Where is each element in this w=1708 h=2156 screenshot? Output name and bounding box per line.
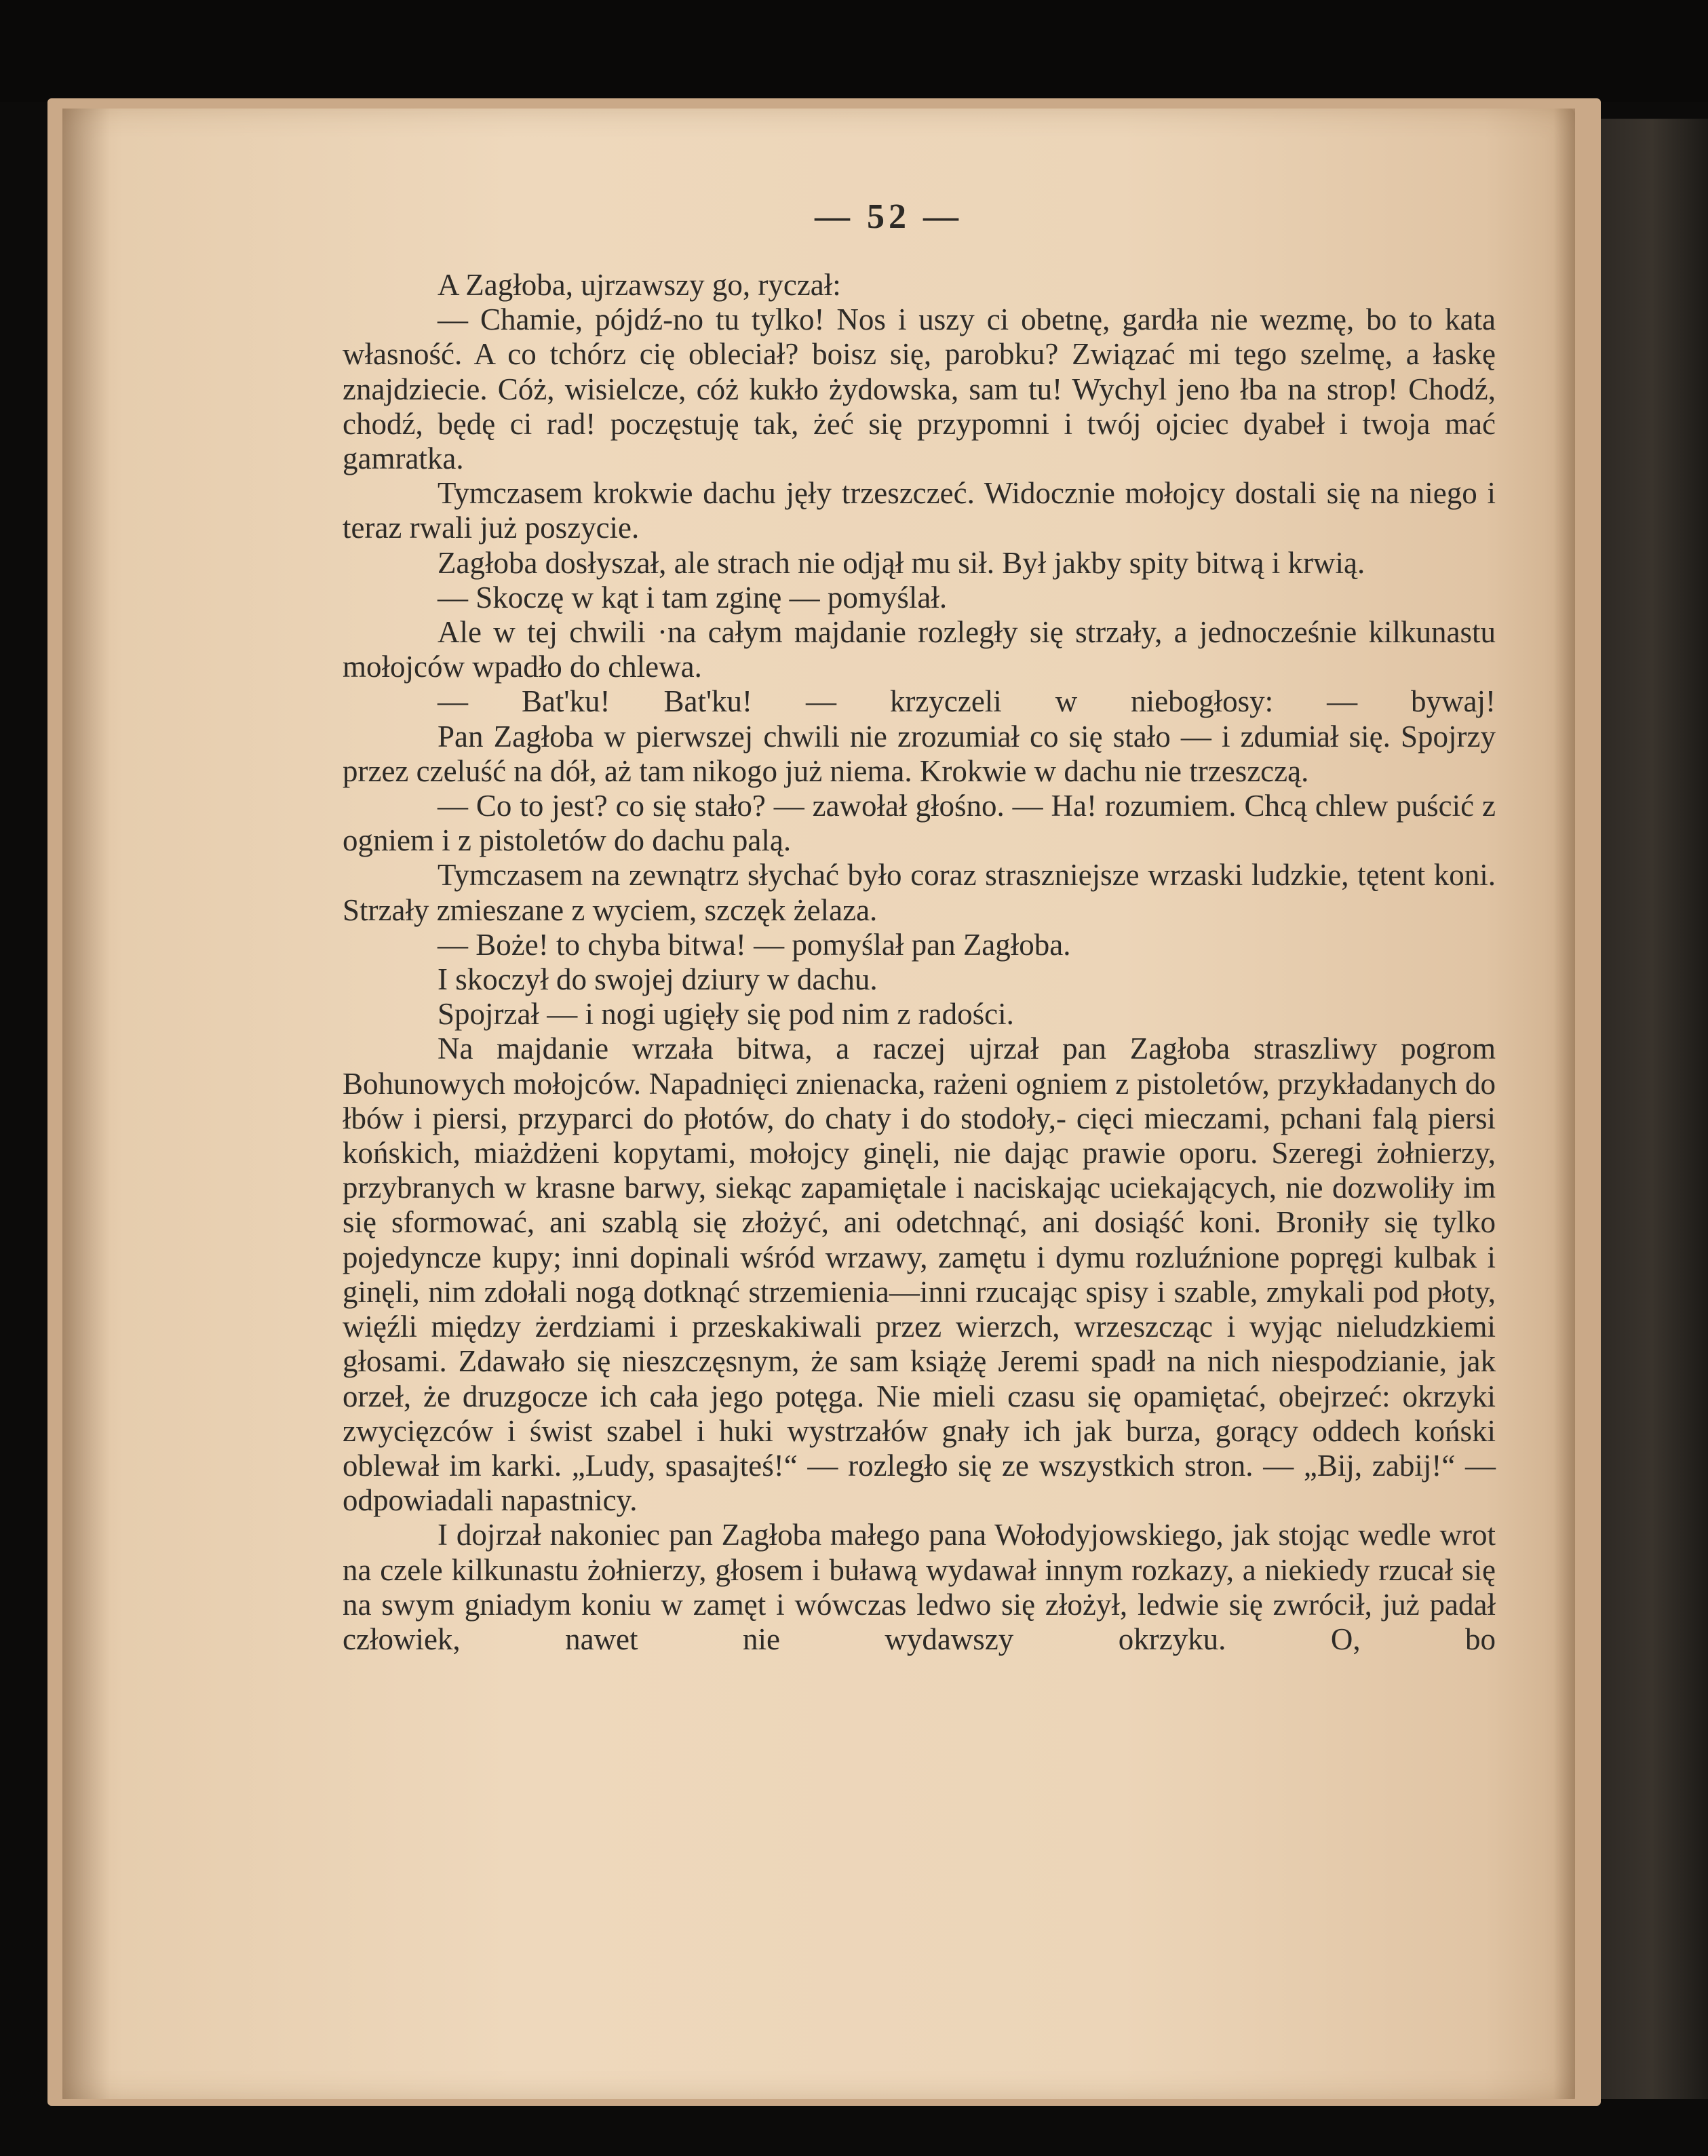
page-number: — 52 — xyxy=(815,197,963,236)
paragraph: — Boże! to chyba bitwa! — pomyślał pan Zagłoba. xyxy=(438,927,1071,962)
paragraph: Tymczasem na zewnątrz słychać było coraz straszniejsze wrzaski ludzkie, tętent koni. Strzały zmieszane z wyciem, szczęk żelaza. xyxy=(343,858,1496,927)
paragraph: Zagłoba dosłyszał, ale strach nie odjął mu sił. Był jakby spity bitwą i krwią. xyxy=(438,545,1365,580)
book-cover-edge xyxy=(1584,119,1708,2099)
body-text xyxy=(343,268,1496,1657)
paragraph: — Co to jest? co się stało? — zawołał głośno. — Ha! rozumiem. Chcą chlew puścić z ogniem i z pistoletów do dachu palą. xyxy=(343,789,1496,858)
page-edge-shadow xyxy=(1553,109,1575,2099)
paragraph: Pan Zagłoba w pierwszej chwili nie zrozumiał co się stało — i zdumiał się. Spojrzy przez czeluść na dół, aż tam nikogo już niema. Krokwie w dachu nie trzeszczą. xyxy=(343,719,1496,788)
paragraph: — Bat'ku! Bat'ku! — krzyczeli w niebogłosy: — bywaj! xyxy=(438,684,1496,719)
paragraph: — Chamie, pójdź-no tu tylko! Nos i uszy ci obetnę, gardła nie wezmę, bo to kata własność. A co tchórz cię obleciał? boisz się, parobku? Związać mi tego szelmę, a łaskę znajdziecie. Cóż, wisielcze, cóż kukło żydowska, sam tu! Wychyl jeno łba na strop! Chodź, chodź, będę ci rad! poczęstuję tak, żeć się przypomni i twój ojciec dyabeł i twoja mać gamratka. xyxy=(343,302,1496,476)
paragraph: A Zagłoba, ujrzawszy go, ryczał: xyxy=(438,268,841,302)
paragraph: — Skoczę w kąt i tam zginę — pomyślał. xyxy=(438,580,948,614)
paragraph: I dojrzał nakoniec pan Zagłoba małego pana Wołodyjowskiego, jak stojąc wedle wrot na czele kilkunastu żołnierzy, głosem i buławą wydawał innym rozkazy, a niekiedy rzucał się na swym gniadym koniu w zamęt i wówczas ledwo się złożył, ledwie się zwrócił, już padał człowiek, nawet nie wydawszy okrzyku. O, bo xyxy=(343,1518,1496,1656)
background-top xyxy=(0,0,1708,102)
paragraph: Tymczasem krokwie dachu jęły trzeszczeć. Widocznie mołojcy dostali się na niego i teraz rwali już poszycie. xyxy=(343,476,1496,545)
paragraph: I skoczył do swojej dziury w dachu. xyxy=(438,962,878,997)
paragraph: Ale w tej chwili ·na całym majdanie rozległy się strzały, a jednocześnie kilkunastu mołojców wpadło do chlewa. xyxy=(343,615,1496,684)
page-gutter-shadow xyxy=(62,109,110,2099)
paragraph: Na majdanie wrzała bitwa, a raczej ujrzał pan Zagłoba straszliwy pogrom Bohunowych mołojców. Napadnięci znienacka, rażeni ogniem z pistoletów, przykładanych do łbów i piersi, przyparci do płotów, do chaty i do stodoły,- cięci mieczami, pchani falą piersi końskich, miażdżeni kopytami, mołojcy ginęli, nie dając prawie oporu. Szeregi żołnierzy, przybranych w krasne barwy, siekąc zapamiętale i naciskając uciekających, nie dozwoliły im się sformować, ani szablą się złożyć, ani odetchnąć, ani dosiąść koni. Broniły się tylko pojedyncze kupy; inni dopinali wśród wrzawy, zamętu i dymu rozluźnione popręgi kulbak i ginęli, nim zdołali nogą dotknąć strzemienia—inni rzucając spisy i szable, zmykali pod płoty, więźli między żerdziami i przeskakiwali przez wierzch, wrzeszcząc i wyjąc nieludzkiemi głosami. Zdawało się nieszczęsnym, że sam książę Jeremi spadł na nich niespodzianie, jak orzeł, że druzgocze ich cała jego potęga. Nie mieli czasu się opamiętać, obejrzeć: okrzyki zwycięzców i świst szabel i huki wystrzałów gnały ich jak burza, gorący oddech koński oblewał im karki. „Ludy, spasajteś!“ — rozległo się ze wszystkich stron. — „Bij, zabij!“ — odpowiadali napastnicy. xyxy=(343,1032,1496,1518)
paragraph: Spojrzał — i nogi ugięły się pod nim z radości. xyxy=(438,997,1014,1032)
